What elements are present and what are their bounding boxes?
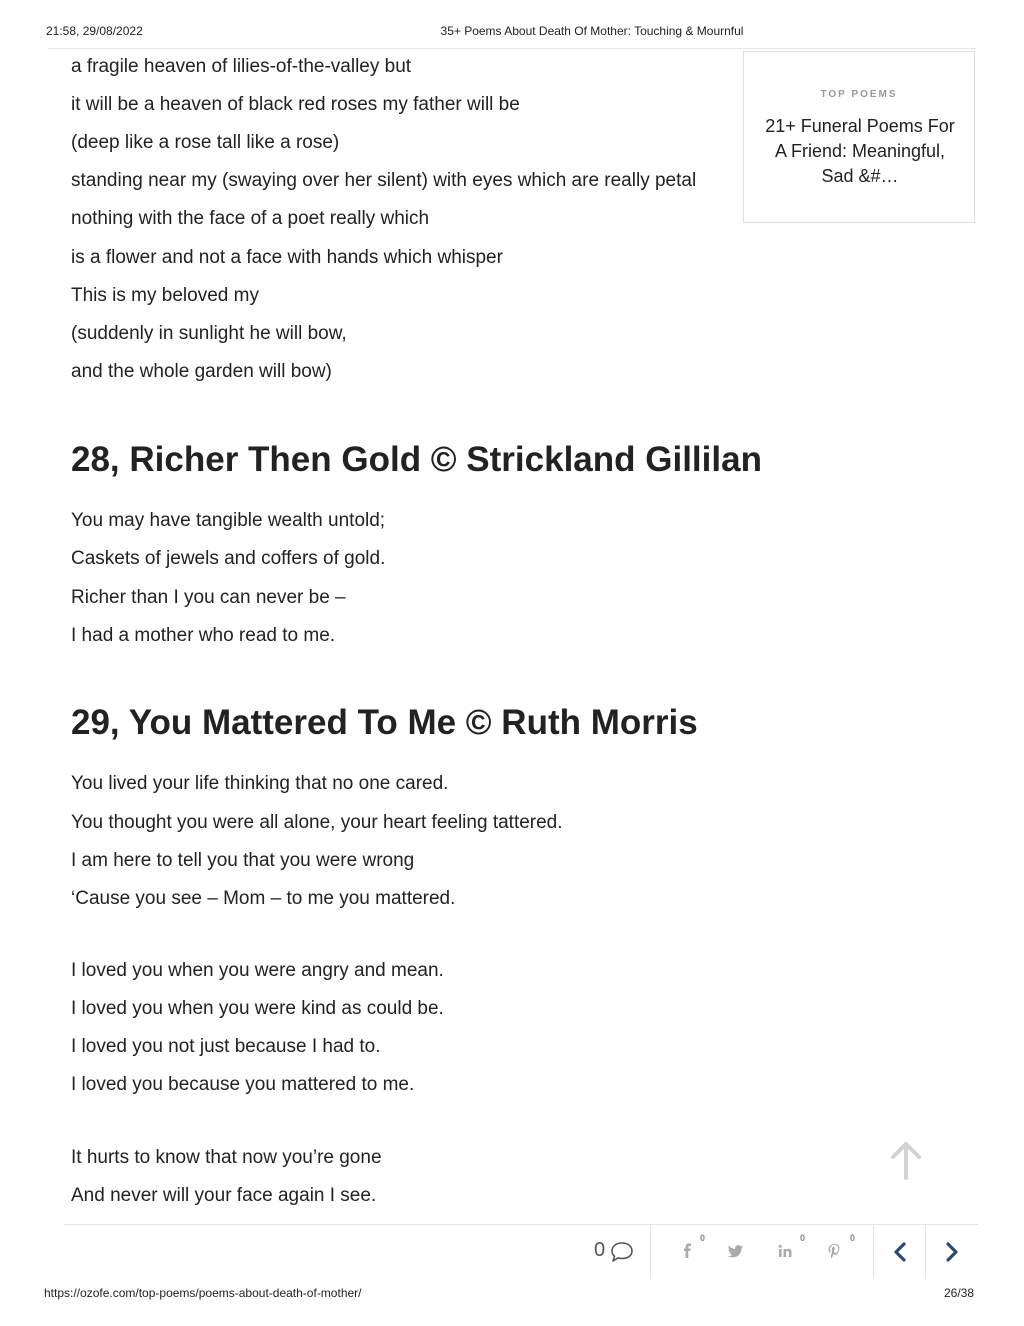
poem-line: I loved you when you were kind as could be. [71,998,444,1019]
poem-line: I had a mother who read to me. [71,625,336,646]
poem-line: Richer than I you can never be – [71,587,346,608]
poem-line: a fragile heaven of lilies-of-the-valley but [71,56,412,77]
poem-line: I loved you not just because I had to. [71,1036,381,1057]
document-title: 35+ Poems About Death Of Mother: Touching & Mournful [440,24,744,38]
bar-divider [925,1225,926,1279]
next-page-button[interactable] [940,1239,964,1265]
scroll-to-top-button[interactable] [886,1138,926,1182]
comment-count: 0 [594,1239,606,1261]
top-divider [48,48,976,49]
poem-line: (suddenly in sunlight he will bow, [71,323,347,344]
twitter-icon [722,1237,750,1265]
facebook-share-button[interactable] [674,1237,702,1265]
arrow-up-icon [886,1138,926,1182]
bar-divider [650,1225,651,1279]
chevron-left-icon [888,1239,912,1265]
poem-line: This is my beloved my [71,285,259,306]
widget-label: TOP POEMS [820,89,898,100]
poem-line: You thought you were all alone, your heart feeling tattered. [71,812,563,833]
bar-divider [873,1225,874,1279]
linkedin-icon [770,1237,798,1265]
page-number: 26/38 [944,1286,975,1300]
poem-line: I am here to tell you that you were wrong [71,850,415,871]
poem-line: and the whole garden will bow) [71,361,332,382]
previous-page-button[interactable] [888,1239,912,1265]
page-url: https://ozofe.com/top-poems/poems-about-death-of-mother/ [44,1286,362,1300]
poem-line: (deep like a rose tall like a rose) [71,132,340,153]
pinterest-count: 0 [850,1233,856,1243]
linkedin-share-button[interactable] [770,1237,798,1265]
poem-line: Caskets of jewels and coffers of gold. [71,548,386,569]
pinterest-icon [820,1237,848,1265]
poem-title: 29, You Mattered To Me © Ruth Morris [71,703,698,742]
comment-button[interactable] [610,1241,634,1268]
poem-line: You may have tangible wealth untold; [71,510,386,531]
poem-line: is a flower and not a face with hands which whisper [71,247,503,268]
print-timestamp: 21:58, 29/08/2022 [46,24,143,38]
chevron-right-icon [940,1239,964,1265]
linkedin-count: 0 [800,1233,806,1243]
comment-icon [610,1241,634,1263]
facebook-icon [674,1237,702,1265]
poem-line: I loved you when you were angry and mean. [71,960,444,981]
pinterest-share-button[interactable] [820,1237,848,1265]
poem-line: nothing with the face of a poet really which [71,208,430,229]
top-poem-link[interactable]: 21+ Funeral Poems For A Friend: Meaningful, Sad &#… [765,116,955,186]
poem-line: You lived your life thinking that no one cared. [71,773,449,794]
top-poems-widget [743,51,975,223]
poem-title: 28, Richer Then Gold © Strickland Gillilan [71,440,762,479]
print-header [0,24,1024,42]
twitter-share-button[interactable] [722,1237,750,1265]
facebook-count: 0 [700,1233,706,1243]
share-bar [64,1224,978,1279]
poem-line: It hurts to know that now you’re gone [71,1147,382,1168]
poem-line: it will be a heaven of black red roses my father will be [71,94,520,115]
poem-line: ‘Cause you see – Mom – to me you mattered. [71,888,456,909]
poem-line: standing near my (swaying over her silent) with eyes which are really petal [71,170,697,191]
poem-line: I loved you because you mattered to me. [71,1074,415,1095]
poem-line: And never will your face again I see. [71,1185,377,1206]
